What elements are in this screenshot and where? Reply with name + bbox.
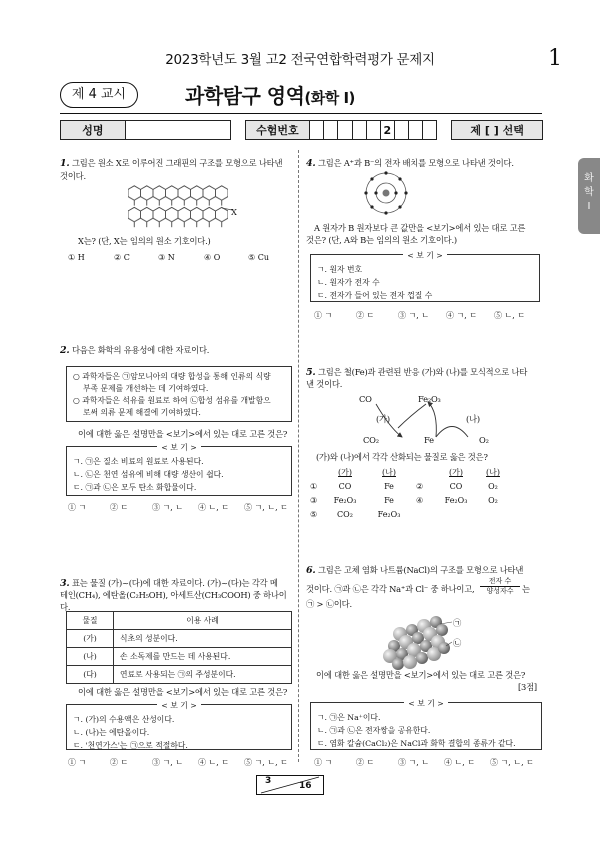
table-cell: (가): [67, 630, 114, 648]
q5-answer-grid: [310, 466, 542, 522]
table-row: [67, 648, 292, 666]
question-stem-cont: 는: [522, 584, 530, 594]
choice-cell: CO₂: [337, 510, 353, 519]
bogi-title: < 보 기 >: [157, 443, 201, 452]
question-prompt: 이에 대한 옳은 설명만을 <보기>에서 있는 대로 고른 것은?: [78, 687, 288, 697]
bogi-title: < 보 기 >: [404, 699, 448, 708]
nacl-crystal-model-figure: [380, 612, 460, 670]
exam-digit-box[interactable]: [409, 120, 423, 140]
choice-cell: Fe₂O₃: [333, 496, 357, 505]
data-line: ○ 과학자들은 석유를 원료로 하여 ㉡합성 섬유를 개발함으: [73, 396, 271, 405]
table-cell: 손 소독제를 만드는 데 사용된다.: [114, 648, 292, 666]
fraction-numerator: 전자 수: [480, 577, 520, 587]
elective-selection[interactable]: 제 [ ] 선택: [451, 120, 543, 140]
answer-choices: [314, 310, 544, 321]
question-number: 2.: [60, 345, 70, 356]
question-number: 5.: [306, 367, 316, 378]
exam-digit-box[interactable]: [310, 120, 324, 140]
question-prompt-cont: 것은? (단, A와 B는 임의의 원소 기호이다.): [306, 235, 457, 245]
choice-cell: CO: [338, 482, 352, 491]
diagram-label-fe2o3: Fe₂O₃: [418, 394, 441, 404]
question-stem: 표는 물질 (가)~(다)에 대한 자료이다. (가)~(다)는 각각 메: [71, 578, 278, 588]
bogi-item: ㄷ. 전자가 들어 있는 전자 껍질 수: [317, 291, 433, 300]
answer-choice[interactable]: ⑤ ㄱ, ㄴ, ㄷ: [490, 758, 534, 767]
exam-digit-box[interactable]: 2: [381, 120, 395, 140]
points-label: [3점]: [518, 682, 537, 692]
choice-cell: O₂: [488, 496, 498, 505]
choice-number[interactable]: ④: [416, 496, 424, 505]
answer-choice[interactable]: ⑤ ㄱ, ㄴ, ㄷ: [244, 758, 288, 767]
question-4: [306, 157, 542, 170]
question-number: 4.: [306, 158, 316, 169]
choice-cell: Fe₂O₃: [377, 510, 401, 519]
question-6: [306, 564, 542, 577]
period-badge: 제 4 교시: [60, 82, 138, 108]
exam-digit-box[interactable]: [367, 120, 381, 140]
q3-bogi-box: [66, 701, 292, 750]
diagram-label-na: (나): [466, 414, 480, 424]
answer-choice[interactable]: ② C: [114, 253, 130, 262]
fraction-denominator: 양성자수: [486, 587, 514, 595]
question-number: 3.: [60, 578, 70, 589]
table-cell: 식초의 성분이다.: [114, 630, 292, 648]
data-line: ○ 과학자들은 ㉠암모니아의 대량 합성을 통해 인류의 식량: [73, 372, 271, 381]
bogi-item: ㄷ. 염화 칼슘(CaCl₂)은 NaCl과 화학 결합의 종류가 같다.: [317, 739, 516, 748]
answer-choice[interactable]: ② ㄷ: [110, 758, 129, 767]
bogi-title: < 보 기 >: [403, 251, 447, 260]
diagram-label-fe: Fe: [424, 435, 434, 445]
question-prompt: X는? (단, X는 임의의 원소 기호이다.): [78, 236, 211, 246]
graphene-model-figure: [128, 184, 240, 228]
bogi-item: ㄴ. 원자가 전자 수: [317, 278, 380, 287]
answer-grid-row[interactable]: [310, 480, 542, 494]
page-counter: [256, 775, 324, 795]
answer-choices: [68, 757, 294, 768]
question-1: [60, 157, 292, 182]
question-number: 1.: [60, 158, 70, 169]
x-label: X: [231, 207, 237, 217]
label-ion-a: ㉠: [453, 618, 462, 628]
answer-choice[interactable]: ① ㄱ: [68, 503, 87, 512]
exam-title: 2023학년도 3월 고2 전국연합학력평가 문제지: [165, 52, 435, 68]
diagram-label-co: CO: [359, 394, 372, 404]
answer-choice[interactable]: ③ ㄱ, ㄴ: [152, 503, 184, 512]
question-stem: 그림은 원소 X로 이루어진 그래핀의 구조를 모형으로 나타낸 것이다.: [60, 158, 283, 181]
subject-main: 과학탐구 영역: [185, 84, 305, 108]
answer-choice[interactable]: ③ ㄱ, ㄴ: [152, 758, 184, 767]
bogi-item: ㄱ. 원자 번호: [317, 265, 363, 274]
question-prompt: 이에 대한 옳은 설명만을 <보기>에서 있는 대로 고른 것은?: [78, 429, 288, 439]
choice-cell: Fe: [384, 496, 394, 505]
table-cell: 연료로 사용되는 ㉠의 주성분이다.: [114, 666, 292, 684]
subject-title: [185, 80, 355, 109]
answer-grid-row[interactable]: [310, 494, 542, 508]
answer-choice[interactable]: ④ ㄱ, ㄷ: [446, 311, 478, 320]
q2-bogi-box: [66, 443, 292, 496]
question-stem-cont: 것이다. ㉠과 ㉡은 각각 Na⁺과 Cl⁻ 중 하나이고,: [306, 584, 475, 594]
data-line: 로써 의류 문제 해결에 기여하였다.: [83, 408, 201, 417]
diagram-label-co2: CO₂: [363, 435, 379, 445]
choice-number[interactable]: ①: [310, 482, 318, 491]
table-row: [67, 666, 292, 684]
answer-choice[interactable]: ② ㄷ: [356, 311, 375, 320]
answer-choice[interactable]: ⑤ ㄴ, ㄷ: [494, 311, 526, 320]
question-2: [60, 344, 292, 357]
crystal-lattice: [383, 616, 450, 670]
col-header: (나): [486, 468, 500, 477]
electron-proton-ratio: [480, 577, 520, 596]
choice-number[interactable]: ⑤: [310, 510, 318, 519]
question-prompt: (가)와 (나)에서 각각 산화되는 물질로 옳은 것은?: [316, 452, 488, 462]
page-number: 1: [548, 46, 562, 71]
table-header-row: [67, 612, 292, 630]
diagram-label-o2: O₂: [479, 435, 489, 445]
question-stem-cont: 테인(CH₄), 에탄올(C₂H₅OH), 아세트산(CH₃COOH) 중 하나이다.: [60, 590, 287, 612]
current-page: 3: [265, 776, 272, 786]
q4-bogi-box: [310, 251, 540, 302]
bogi-item: ㄴ. ㉠과 ㉡은 전자쌍을 공유한다.: [317, 726, 431, 735]
answer-choice[interactable]: ⑤ ㄱ, ㄴ, ㄷ: [244, 503, 288, 512]
column-divider: [298, 150, 300, 762]
answer-choice[interactable]: ① ㄱ: [314, 311, 333, 320]
side-tab-char: 화: [584, 173, 594, 184]
choice-number[interactable]: ②: [416, 482, 424, 491]
bogi-item: ㄱ. (가)의 수용액은 산성이다.: [73, 715, 175, 724]
exam-number-label: 수험번호: [245, 120, 311, 140]
answer-choice[interactable]: ① ㄱ: [68, 758, 87, 767]
answer-choice[interactable]: ③ ㄱ, ㄴ: [398, 758, 430, 767]
answer-choices: [314, 757, 544, 768]
question-prompt: A 원자가 B 원자보다 큰 값만을 <보기>에서 있는 대로 고른: [314, 223, 526, 233]
table-row: [67, 630, 292, 648]
student-info-row: [60, 120, 543, 140]
exam-digit-box[interactable]: [338, 120, 352, 140]
exam-digit-box[interactable]: [395, 120, 409, 140]
question-stem-cont: 낸 것이다.: [306, 379, 343, 389]
name-field[interactable]: [126, 120, 231, 140]
col-header: (나): [382, 468, 396, 477]
name-label: 성명: [60, 120, 126, 140]
table-header: 이용 사례: [114, 612, 292, 630]
bogi-title: < 보 기 >: [157, 701, 201, 710]
question-stem-cont: ㉠ > ㉡이다.: [306, 599, 352, 609]
answer-choice[interactable]: ⑤ Cu: [248, 253, 269, 262]
table-cell: (나): [67, 648, 114, 666]
answer-choice[interactable]: ③ N: [158, 253, 175, 262]
answer-grid-row[interactable]: [310, 508, 542, 522]
answer-choice[interactable]: ④ O: [204, 253, 221, 262]
col-header: (가): [338, 468, 352, 477]
question-stem: 그림은 철(Fe)과 관련된 반응 (가)와 (나)를 모식적으로 나타: [317, 367, 528, 377]
question-stem: 그림은 A⁺과 B⁻의 전자 배치를 모형으로 나타낸 것이다.: [317, 158, 514, 168]
subject-side-tab: [578, 158, 600, 234]
col-header: (가): [449, 468, 463, 477]
electron-configuration-figure: [364, 170, 504, 216]
answer-choice[interactable]: ② ㄷ: [356, 758, 375, 767]
exam-digit-box[interactable]: [423, 120, 437, 140]
exam-digit-box[interactable]: [324, 120, 338, 140]
answer-choice[interactable]: ④ ㄴ, ㄷ: [198, 503, 230, 512]
question-prompt: 이에 대한 옳은 설명만을 <보기>에서 있는 대로 고른 것은?: [316, 670, 526, 680]
answer-choice[interactable]: ④ ㄴ, ㄷ: [444, 758, 476, 767]
bogi-item: ㄴ. (나)는 에탄올이다.: [73, 728, 150, 737]
exam-digit-box[interactable]: [353, 120, 367, 140]
side-tab-char: 학: [584, 187, 594, 198]
choice-cell: O₂: [488, 482, 498, 491]
data-line: 부족 문제를 개선하는 데 기여하였다.: [83, 384, 209, 393]
q6-bogi-box: [310, 699, 542, 750]
question-number: 6.: [306, 565, 316, 576]
choice-cell: Fe: [384, 482, 394, 491]
answer-choice[interactable]: ④ ㄴ, ㄷ: [198, 758, 230, 767]
q2-data-box: [66, 366, 292, 422]
answer-choice[interactable]: ③ ㄱ, ㄴ: [398, 311, 430, 320]
choice-cell: CO: [449, 482, 463, 491]
table-header: 물질: [67, 612, 114, 630]
bogi-item: ㄷ. ㉠과 ㉡은 모두 탄소 화합물이다.: [73, 483, 197, 492]
answer-grid-header: [310, 466, 542, 480]
table-cell: (다): [67, 666, 114, 684]
diagram-label-ga: (가): [376, 414, 390, 424]
choice-number[interactable]: ③: [310, 496, 318, 505]
choice-cell: Fe₂O₃: [444, 496, 468, 505]
total-pages: 16: [299, 781, 312, 791]
answer-choice[interactable]: ① H: [68, 253, 85, 262]
subject-sub: (화학 Ⅰ): [304, 89, 355, 107]
header-rule: [60, 113, 542, 114]
bogi-item: ㄴ. ㉡은 천연 섬유에 비해 대량 생산이 쉽다.: [73, 470, 224, 479]
q3-data-table: [66, 611, 292, 684]
label-ion-b: ㉡: [453, 638, 462, 648]
bogi-item: ㄱ. ㉠은 질소 비료의 원료로 사용된다.: [73, 457, 204, 466]
answer-choice[interactable]: ① ㄱ: [314, 758, 333, 767]
answer-choice[interactable]: ② ㄷ: [110, 503, 129, 512]
answer-choices: [68, 502, 294, 513]
side-tab-char: Ⅰ: [587, 201, 591, 212]
answer-choices: [68, 253, 292, 262]
question-stem: 다음은 화학의 유용성에 대한 자료이다.: [71, 345, 210, 355]
a-plus-ion-model: [364, 171, 407, 214]
question-stem: 그림은 고체 염화 나트륨(NaCl)의 구조를 모형으로 나타낸: [317, 565, 524, 575]
bogi-item: ㄷ. '천연가스'는 ㉠으로 적절하다.: [73, 741, 188, 750]
bogi-item: ㄱ. ㉠은 Na⁺이다.: [317, 713, 381, 722]
